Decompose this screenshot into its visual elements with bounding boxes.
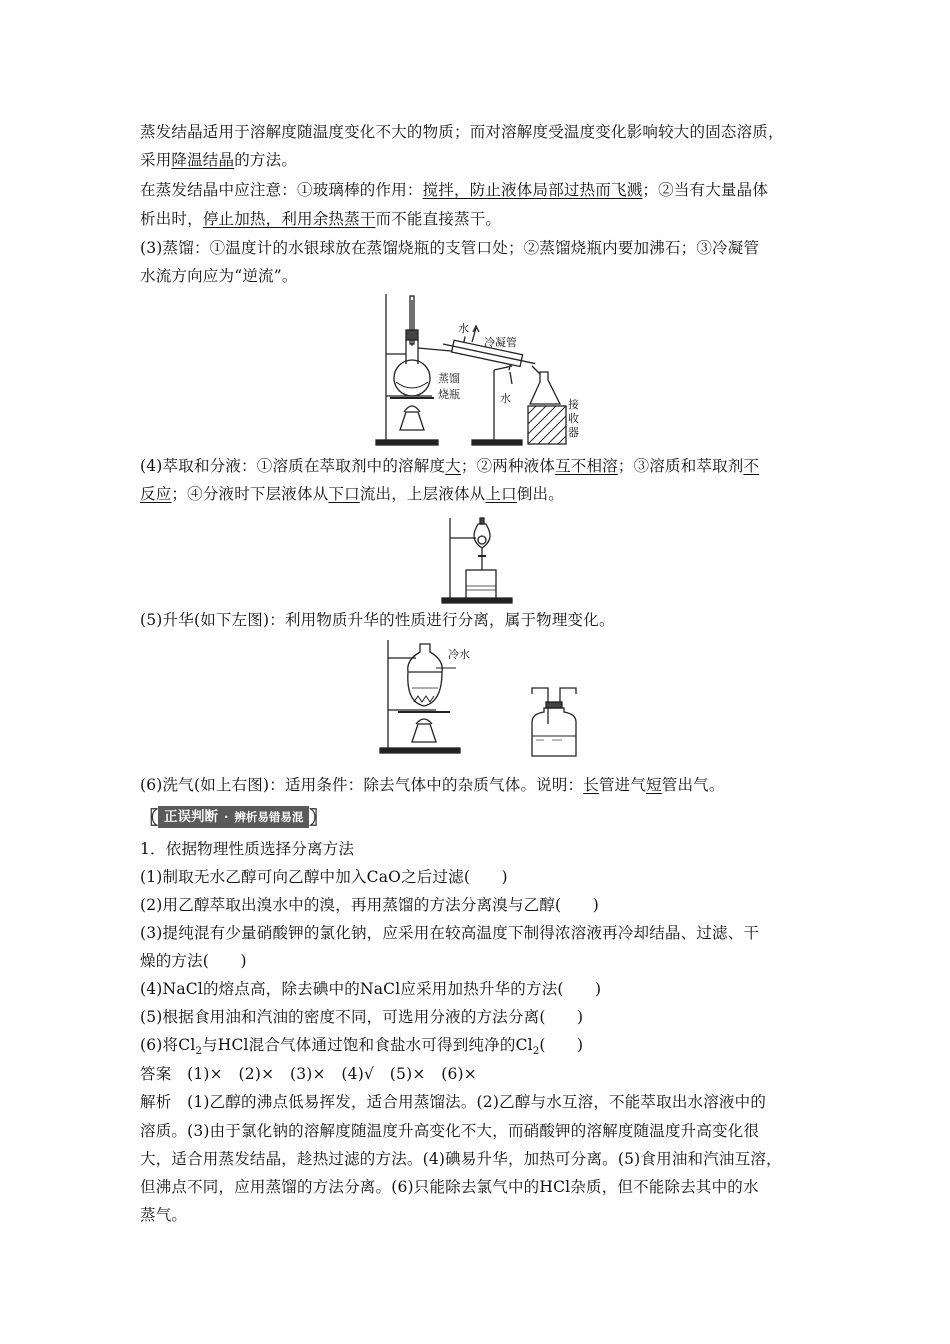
label-water-bottom: 水 bbox=[500, 392, 511, 405]
text: 析出时， bbox=[140, 210, 203, 228]
para3-line1: (3)蒸馏：①温度计的水银球放在蒸馏烧瓶的支管口处；②蒸馏烧瓶内要加沸石；③冷凝管 bbox=[140, 239, 760, 257]
text: 而不能直接蒸干。 bbox=[375, 210, 502, 228]
question-heading: 1．依据物理性质选择分离方法 bbox=[140, 840, 355, 858]
underlined-answer: 短 bbox=[646, 776, 662, 794]
text: (4)萃取和分液：①溶质在萃取剂中的溶解度 bbox=[140, 457, 446, 475]
question-2: (2)用乙醇萃取出溴水中的溴，再用蒸馏的方法分离溴与乙醇( ) bbox=[140, 896, 599, 914]
text: 的方法。 bbox=[234, 151, 298, 169]
label-flask: 蒸馏 bbox=[438, 372, 460, 385]
question-1: (1)制取无水乙醇可向乙醇中加入CaO之后过滤( ) bbox=[140, 868, 508, 886]
para1-line2 bbox=[140, 147, 297, 173]
text: 与HCl混合气体通过饱和食盐水可得到纯净的Cl bbox=[202, 1036, 533, 1054]
question-5: (5)根据食用油和汽油的密度不同，可选用分液的方法分离( ) bbox=[140, 1008, 584, 1026]
label-cold-water: 冷水 bbox=[448, 648, 470, 661]
analysis-line4: 但沸点不同，应用蒸馏的方法分离。(6)只能除去氯气中的HCl杂质，但不能除去其中的水 bbox=[140, 1178, 759, 1196]
label-receiver-1: 接 bbox=[568, 398, 579, 411]
text: 在蒸发结晶中应注意：①玻璃棒的作用： bbox=[140, 181, 423, 199]
underlined-answer: 搅拌，防止液体局部过热而飞溅 bbox=[422, 181, 643, 199]
para1-line1: 蒸发结晶适用于溶解度随温度变化不大的物质；而对溶解度受温度变化影响较大的固态溶质， bbox=[140, 123, 784, 141]
text: ；③溶质和萃取剂 bbox=[617, 457, 744, 475]
text: (6)将Cl bbox=[140, 1036, 196, 1054]
underlined-answer: 上口 bbox=[485, 485, 517, 503]
underlined-answer: 大 bbox=[445, 457, 461, 475]
underlined-answer: 停止加热，利用余热蒸干 bbox=[202, 210, 376, 228]
text: ；②两种液体 bbox=[460, 457, 556, 475]
text: ( ) bbox=[539, 1036, 584, 1054]
para2-line2 bbox=[140, 206, 501, 232]
banner-left-bracket: 〖 bbox=[140, 808, 158, 829]
para2-line1 bbox=[140, 177, 768, 203]
underlined-answer: 长 bbox=[583, 776, 599, 794]
text: 采用 bbox=[140, 151, 172, 169]
underlined-answer: 下口 bbox=[328, 485, 360, 503]
text: 管进气 bbox=[598, 776, 647, 794]
label-water-top: 水 bbox=[458, 322, 469, 335]
subscript: 2 bbox=[195, 1046, 203, 1058]
banner-right-bracket: 〗 bbox=[309, 808, 328, 829]
analysis-line5: 蒸气。 bbox=[140, 1206, 188, 1224]
label-flask-2: 烧瓶 bbox=[438, 388, 460, 401]
label-receiver-2: 收 bbox=[568, 412, 579, 425]
question-3-line2: 燥的方法( ) bbox=[140, 952, 247, 970]
label-receiver-3: 器 bbox=[568, 426, 579, 439]
sublimation-apparatus-figure bbox=[376, 636, 486, 758]
question-3-line1: (3)提纯混有少量硝酸钾的氯化钠，应采用在较高温度下制得浓溶液再冷却结晶、过滤、干 bbox=[140, 924, 760, 942]
answer-line: 答案 (1)× (2)× (3)× (4)√ (5)× (6)× bbox=[140, 1065, 477, 1083]
gas-washing-bottle-figure bbox=[528, 684, 580, 760]
text: 倒出。 bbox=[516, 485, 564, 503]
text: 流出，上层液体从 bbox=[359, 485, 486, 503]
text: (6)洗气(如上右图)：适用条件：除去气体中的杂质气体。说明： bbox=[140, 776, 584, 794]
underlined-answer: 降温结晶 bbox=[171, 151, 235, 169]
analysis-line3: 大，适合用蒸发结晶，趁热过滤的方法。(4)碘易升华，加热可分离。(5)食用油和汽油互溶， bbox=[140, 1150, 782, 1168]
text: ；④分液时下层液体从 bbox=[171, 485, 329, 503]
banner-title: 正误判断 bbox=[158, 806, 224, 828]
text: 管出气。 bbox=[661, 776, 725, 794]
analysis-line1: 解析 (1)乙醇的沸点低易挥发，适合用蒸馏法。(2)乙醇与水互溶，不能萃取出水溶液中的 bbox=[140, 1093, 767, 1111]
banner-subtitle: 辨析易错易混 bbox=[234, 806, 309, 828]
label-condenser: 冷凝管 bbox=[484, 336, 517, 349]
para3-line2: 水流方向应为“逆流”。 bbox=[140, 267, 298, 285]
banner-dot: · bbox=[224, 806, 234, 828]
para5-line1: (5)升华(如下左图)：利用物质升华的性质进行分离，属于物理变化。 bbox=[140, 611, 615, 629]
distillation-apparatus-figure bbox=[372, 290, 582, 450]
underlined-answer: 互不相溶 bbox=[555, 457, 618, 475]
underlined-answer: 不 bbox=[743, 457, 760, 475]
section-banner bbox=[140, 806, 327, 828]
para4-line1 bbox=[140, 453, 759, 479]
para4-line2 bbox=[140, 481, 564, 507]
subscript: 2 bbox=[532, 1046, 540, 1058]
analysis-line2: 溶质。(3)由于氯化钠的溶解度随温度升高变化不大，而硝酸钾的溶解度随温度升高变化很 bbox=[140, 1122, 760, 1140]
underlined-answer: 反应 bbox=[140, 485, 172, 503]
para6-line1 bbox=[140, 772, 725, 798]
text: ；②当有大量晶体 bbox=[642, 181, 769, 199]
separatory-funnel-figure bbox=[440, 514, 520, 606]
question-4: (4)NaCl的熔点高，除去碘中的NaCl应采用加热升华的方法( ) bbox=[140, 980, 602, 998]
